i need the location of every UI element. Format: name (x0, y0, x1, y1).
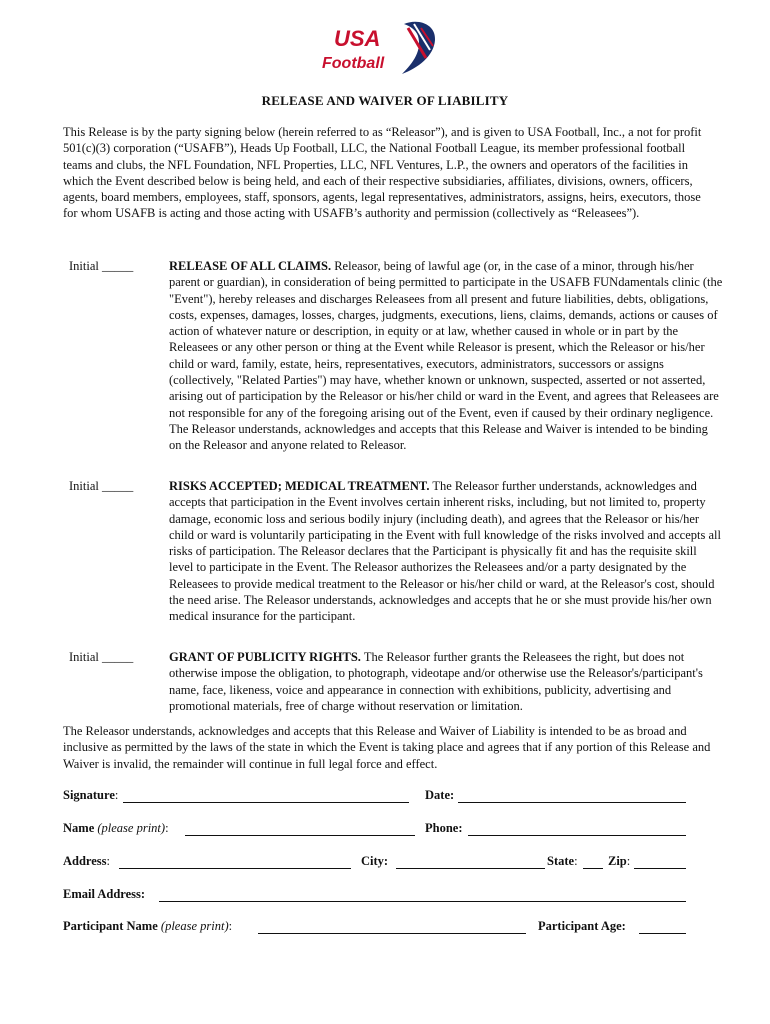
city-field[interactable] (396, 868, 545, 869)
date-label: Date: (425, 788, 455, 802)
name-label: Name (please print): (63, 821, 169, 835)
email-field[interactable] (159, 901, 686, 902)
participant-row (63, 919, 693, 937)
clause-heading: GRANT OF PUBLICITY RIGHTS. (169, 650, 361, 664)
state-label: State: (547, 854, 578, 868)
city-label: City: (361, 854, 389, 868)
closing-paragraph: The Releasor understands, acknowledges and accepts that this Release and Waiver of Liability is intended to be as broad and inclusive as permitted by the laws of the state in which the Event is taking place and agrees that if any portion of this Release and Waiver is invalid, the remainder will continue in full legal force and effect. (63, 724, 711, 771)
clause-text: The Releasor further grants the Releasees the right, but does not otherwise impose the obligation, to photograph, videotape and/or otherwise use the Releasor's/participant's name, face, likeness, voice and appearance in connection with exhibitions, publicity, advertising and promotional materials, free of charge without reservation or limitation. (169, 650, 703, 713)
intro-paragraph: This Release is by the party signing below (herein referred to as “Releasor”), and is given to USA Football, Inc., a not for profit 501(c)(3) corporation (“USAFB”), Heads Up Football, LLC, the National Football League, its member professional football teams and clubs, the NFL Foundation, NFL Properties, LLC, NFL Ventures, L.P., the owners and operators of the facilities in which the Event described below is being held, and each of their respective subsidiaries, affiliates, divisions, owners, officers, agents, board members, employees, staff, sponsors, agents, legal representatives, administrators, assigns, heirs, executors, those for whom USAFB is acting and those acting with USAFB’s authority and permission (collectively as “Releasees”). (63, 125, 702, 221)
date-field[interactable] (458, 802, 686, 803)
phone-field[interactable] (468, 835, 686, 836)
clause-text: Releasor, being of lawful age (or, in the case of a minor, through his/her parent or guardian), in consideration of being permitted to participate in the USAFB FUNdamentals clinic (the "Event"), hereby releases and discharges Releasees from all present and future liabilities, debts, obligations, costs, expenses, damages, losses, charges, judgments, executions, liens, claims, demands, actions or causes of action of whatever nature or description, in equity or at law, whether caused in whole or in part by the Releasees or any other person or thing at the Event while Releasor is present, which the Releasor or his/her child or ward, family, estate, heirs, representatives, executors, administrators, successors or assigns (collectively, "Related Parties") may have, whether known or unknown, suspected, asserted or not asserted, arising out of participation by the Releasor or his/her child or ward in the Event, and agrees that Releasees are not responsible for any of the foregoing arising out of the Event, even if caused by their ordinary negligence. The Releasor understands, acknowledges and accepts that this Release and Waiver is intended to be binding on the Releasor and anyone related to Releasor. (169, 259, 723, 453)
signature-row (63, 788, 693, 806)
clause-body (169, 258, 723, 454)
clause-heading: RISKS ACCEPTED; MEDICAL TREATMENT. (169, 479, 430, 493)
name-row (63, 821, 693, 839)
usa-football-logo (318, 18, 442, 78)
name-field[interactable] (185, 835, 415, 836)
state-field[interactable] (583, 868, 603, 869)
address-row (63, 854, 693, 872)
logo-football-text: Football (322, 55, 385, 72)
clause-heading: RELEASE OF ALL CLAIMS. (169, 259, 332, 273)
email-label: Email Address: (63, 887, 146, 901)
clause-body (169, 649, 723, 714)
clause-publicity (63, 649, 723, 714)
clause-release (63, 258, 723, 454)
logo-usa-text: USA (334, 26, 381, 51)
address-field[interactable] (119, 868, 351, 869)
email-row (63, 887, 693, 905)
clause-text: The Releasor further understands, acknowledges and accepts that participation in the Event involves certain inherent risks, including, but not limited to, property damage, economic loss and serious bodily injury (including death), and agrees that the Releasor or his/her child or ward is voluntarily participating in the Event with full knowledge of the risks involved and accepts all risks of participation. The Releasor declares that the Participant is physically fit and has the requisite skill level to participate in the Event. The Releasor authorizes the Releasees and/or a party designated by the Releasees to provide medical treatment to the Releasor or his/her child or ward, at the Releasor's cost, should the need arise. The Releasor understands, acknowledges and accepts that he or she must provide his/her own medical insurance for the participant. (169, 479, 721, 624)
zip-field[interactable] (634, 868, 686, 869)
initial-field[interactable]: Initial _____ (69, 259, 134, 273)
clause-body (169, 478, 723, 625)
signature-label: Signature: (63, 788, 119, 802)
phone-label: Phone: (425, 821, 463, 835)
participant-name-label: Participant Name (please print): (63, 919, 233, 933)
address-label: Address: (63, 854, 111, 868)
participant-age-field[interactable] (639, 933, 686, 934)
zip-label: Zip: (608, 854, 631, 868)
signature-field[interactable] (123, 802, 409, 803)
document-title: RELEASE AND WAIVER OF LIABILITY (261, 93, 509, 108)
participant-name-field[interactable] (258, 933, 526, 934)
initial-field[interactable]: Initial _____ (69, 479, 134, 493)
clause-risks (63, 478, 723, 625)
participant-age-label: Participant Age: (538, 919, 626, 933)
initial-field[interactable]: Initial _____ (69, 650, 134, 664)
